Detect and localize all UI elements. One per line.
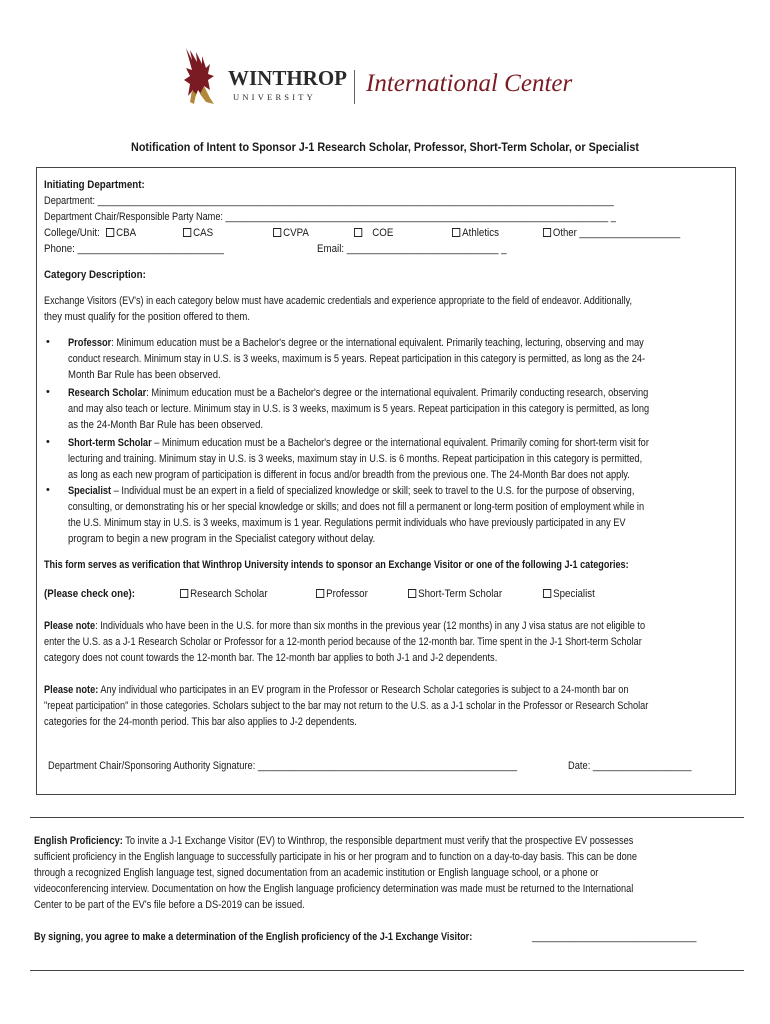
college-option-cba[interactable]: CBA (106, 226, 136, 242)
bullet-icon: • (46, 386, 50, 398)
category-intro-cont: they must qualify for the position offered to them. (44, 311, 250, 323)
english-proficiency-line: through a recognized English language test, signed documentation from an academic institution or English language school, or a phone or (34, 867, 599, 879)
checkbox-icon[interactable] (543, 228, 551, 237)
bullet-short-term-line: lecturing and training. Minimum stay in U.S. is 3 weeks, maximum stay in U.S. is 6 months. Repeat participation in this category is permitted, (68, 453, 643, 465)
bullet-professor: Professor: Minimum education must be a Bachelor's degree or the international equivalent. Primarily teaching, lecturing, observing and may (68, 337, 644, 349)
check-one-label: (Please check one): (44, 588, 136, 600)
college-option-athletics[interactable]: Athletics (452, 226, 499, 242)
checkbox-icon[interactable] (273, 228, 281, 237)
bullet-icon: • (46, 436, 50, 448)
english-proficiency-line: Center to be part of the EV's file before a DS-2019 can be issued. (34, 899, 305, 911)
college-option-cas[interactable]: CAS (183, 226, 213, 242)
category-heading: Category Description: (44, 269, 146, 281)
checkbox-icon[interactable] (452, 228, 460, 237)
english-proficiency: English Proficiency: To invite a J-1 Exchange Visitor (EV) to Winthrop, the responsible department must verify that the prospective EV possesses (34, 835, 634, 847)
logo-subtitle: UNIVERSITY (233, 92, 316, 102)
bullet-short-term-scholar: Short-term Scholar – Minimum education must be a Bachelor's degree or the international equivalent. Primarily coming for short-term visit for (68, 437, 649, 449)
checkbox-icon[interactable] (106, 228, 114, 237)
bullet-specialist-line: consulting, or demonstrating his or her special knowledge or skills; and does not fill a permanent or long-term position of employment while in (68, 501, 645, 513)
english-proficiency-line: videoconferencing interview. Documentation on how the English language proficiency determination was made must be returned to the International (34, 883, 634, 895)
header-logo (180, 46, 600, 108)
bullet-specialist-line: the U.S. Minimum stay in U.S. is 3 weeks, maximum is 1 year. Regulations permit individuals who have previously participated in any EV (68, 517, 626, 529)
check-research-scholar[interactable]: Research Scholar (180, 587, 268, 603)
note-twenty-four-month-line: categories for the 24-month period. This bar also applies to J-2 dependents. (44, 716, 357, 728)
bullet-icon: • (46, 484, 50, 496)
check-professor[interactable]: Professor (316, 587, 368, 603)
bullet-research-line: and may also teach or lecture. Minimum stay in U.S. is 3 weeks, maximum is 5 years. Repeat participation in this category is permitted, as long (68, 403, 650, 415)
bullet-research-scholar: Research Scholar: Minimum education must be a Bachelor's degree or the international equivalent. Primarily conducting research, observing (68, 387, 649, 399)
section-divider (30, 817, 744, 818)
bullet-professor-line: Month Bar Rule has been observed. (68, 369, 221, 381)
agree-signature-field[interactable]: _______________________________ (532, 931, 697, 943)
bottom-divider (30, 970, 744, 971)
form-title: Notification of Intent to Sponsor J-1 Research Scholar, Professor, Short-Term Scholar, or Specialist (131, 141, 639, 154)
checkbox-icon[interactable] (543, 589, 551, 598)
signature-field[interactable]: Department Chair/Sponsoring Authority Signature: __________________________________________________ (48, 760, 518, 772)
english-proficiency-line: sufficient proficiency in the English language to successfully participate in his or her program and to function on a day-to-day basis. This can be done (34, 851, 637, 863)
check-specialist[interactable]: Specialist (543, 587, 595, 603)
email-field[interactable]: Email: ____________________________ _ (317, 243, 507, 255)
checkbox-icon[interactable] (183, 228, 191, 237)
note-twelve-month-line: category does not count towards the 12-month bar. The 12-month bar applies to both J-1 and J-2 dependents. (44, 652, 498, 664)
category-intro: Exchange Visitors (EV's) in each category below must have academic credentials and experience appropriate to the field of endeavor. Additionally, (44, 295, 633, 307)
college-option-coe[interactable]: COE (354, 226, 393, 242)
verification-statement: This form serves as verification that Winthrop University intends to sponsor an Exchange Visitor or one of the following J-1 categories: (44, 559, 629, 571)
chair-name-field[interactable]: Department Chair/Responsible Party Name: ___________________________________________________________________________ _ (44, 211, 616, 223)
note-twelve-month-bar: Please note: Individuals who have been in the U.S. for more than six months in the previous year (12 months) in any J visa status are not eligible to (44, 620, 646, 632)
college-option-other[interactable]: Other ___________________ (543, 226, 680, 242)
agree-statement: By signing, you agree to make a determination of the English proficiency of the J-1 Exchange Visitor: (34, 931, 473, 943)
logo-wordmark: WINTHROP (228, 66, 348, 90)
logo-divider (354, 70, 355, 104)
check-short-term-scholar[interactable]: Short-Term Scholar (408, 587, 502, 603)
bullet-specialist-line: program to begin a new program in the Specialist category without delay. (68, 533, 376, 545)
signature-date-field[interactable]: Date: ___________________ (568, 760, 692, 772)
checkbox-icon[interactable] (408, 589, 416, 598)
bullet-specialist: Specialist – Individual must be an expert in a field of specialized knowledge or skill; seek to travel to the U.S. for the purpose of observing, (68, 485, 635, 497)
bullet-professor-line: conduct research. Minimum stay in U.S. is 3 weeks, maximum is 5 years. Repeat participation in this category is permitted, as long as the 24- (68, 353, 646, 365)
checkbox-icon[interactable] (180, 589, 188, 598)
note-twenty-four-month-line: "repeat participation" in those categories. Scholars subject to the bar may not return to the U.S. as a J-1 scholar in the Professor or Research Scholar (44, 700, 649, 712)
bullet-research-line: as the 24-Month Bar Rule has been observed. (68, 419, 264, 431)
college-unit-label: College/Unit: (44, 227, 100, 239)
note-twenty-four-month-bar: Please note: Any individual who participates in an EV program in the Professor or Research Scholar categories is subject to a 24-month bar on (44, 684, 629, 696)
note-twelve-month-line: enter the U.S. as a J-1 Research Scholar or Professor for a 12-month period because of the 12-month bar. Time spent in the J-1 Short-term Scholar (44, 636, 642, 648)
eagle-logo-icon (180, 46, 224, 106)
center-name: International Center (366, 70, 573, 97)
checkbox-icon[interactable] (354, 228, 362, 237)
college-option-cvpa[interactable]: CVPA (273, 226, 309, 242)
phone-field[interactable]: Phone: ___________________________ (44, 243, 224, 255)
bullet-icon: • (46, 336, 50, 348)
checkbox-icon[interactable] (316, 589, 324, 598)
department-field[interactable]: Department: ____________________________________________________________________________________________________ (44, 195, 614, 207)
initiating-heading: Initiating Department: (44, 179, 145, 191)
bullet-short-term-line: as long as each new program of participation is different in focus and/or breadth from the previous one. The 24-Month Bar does not apply. (68, 469, 630, 481)
